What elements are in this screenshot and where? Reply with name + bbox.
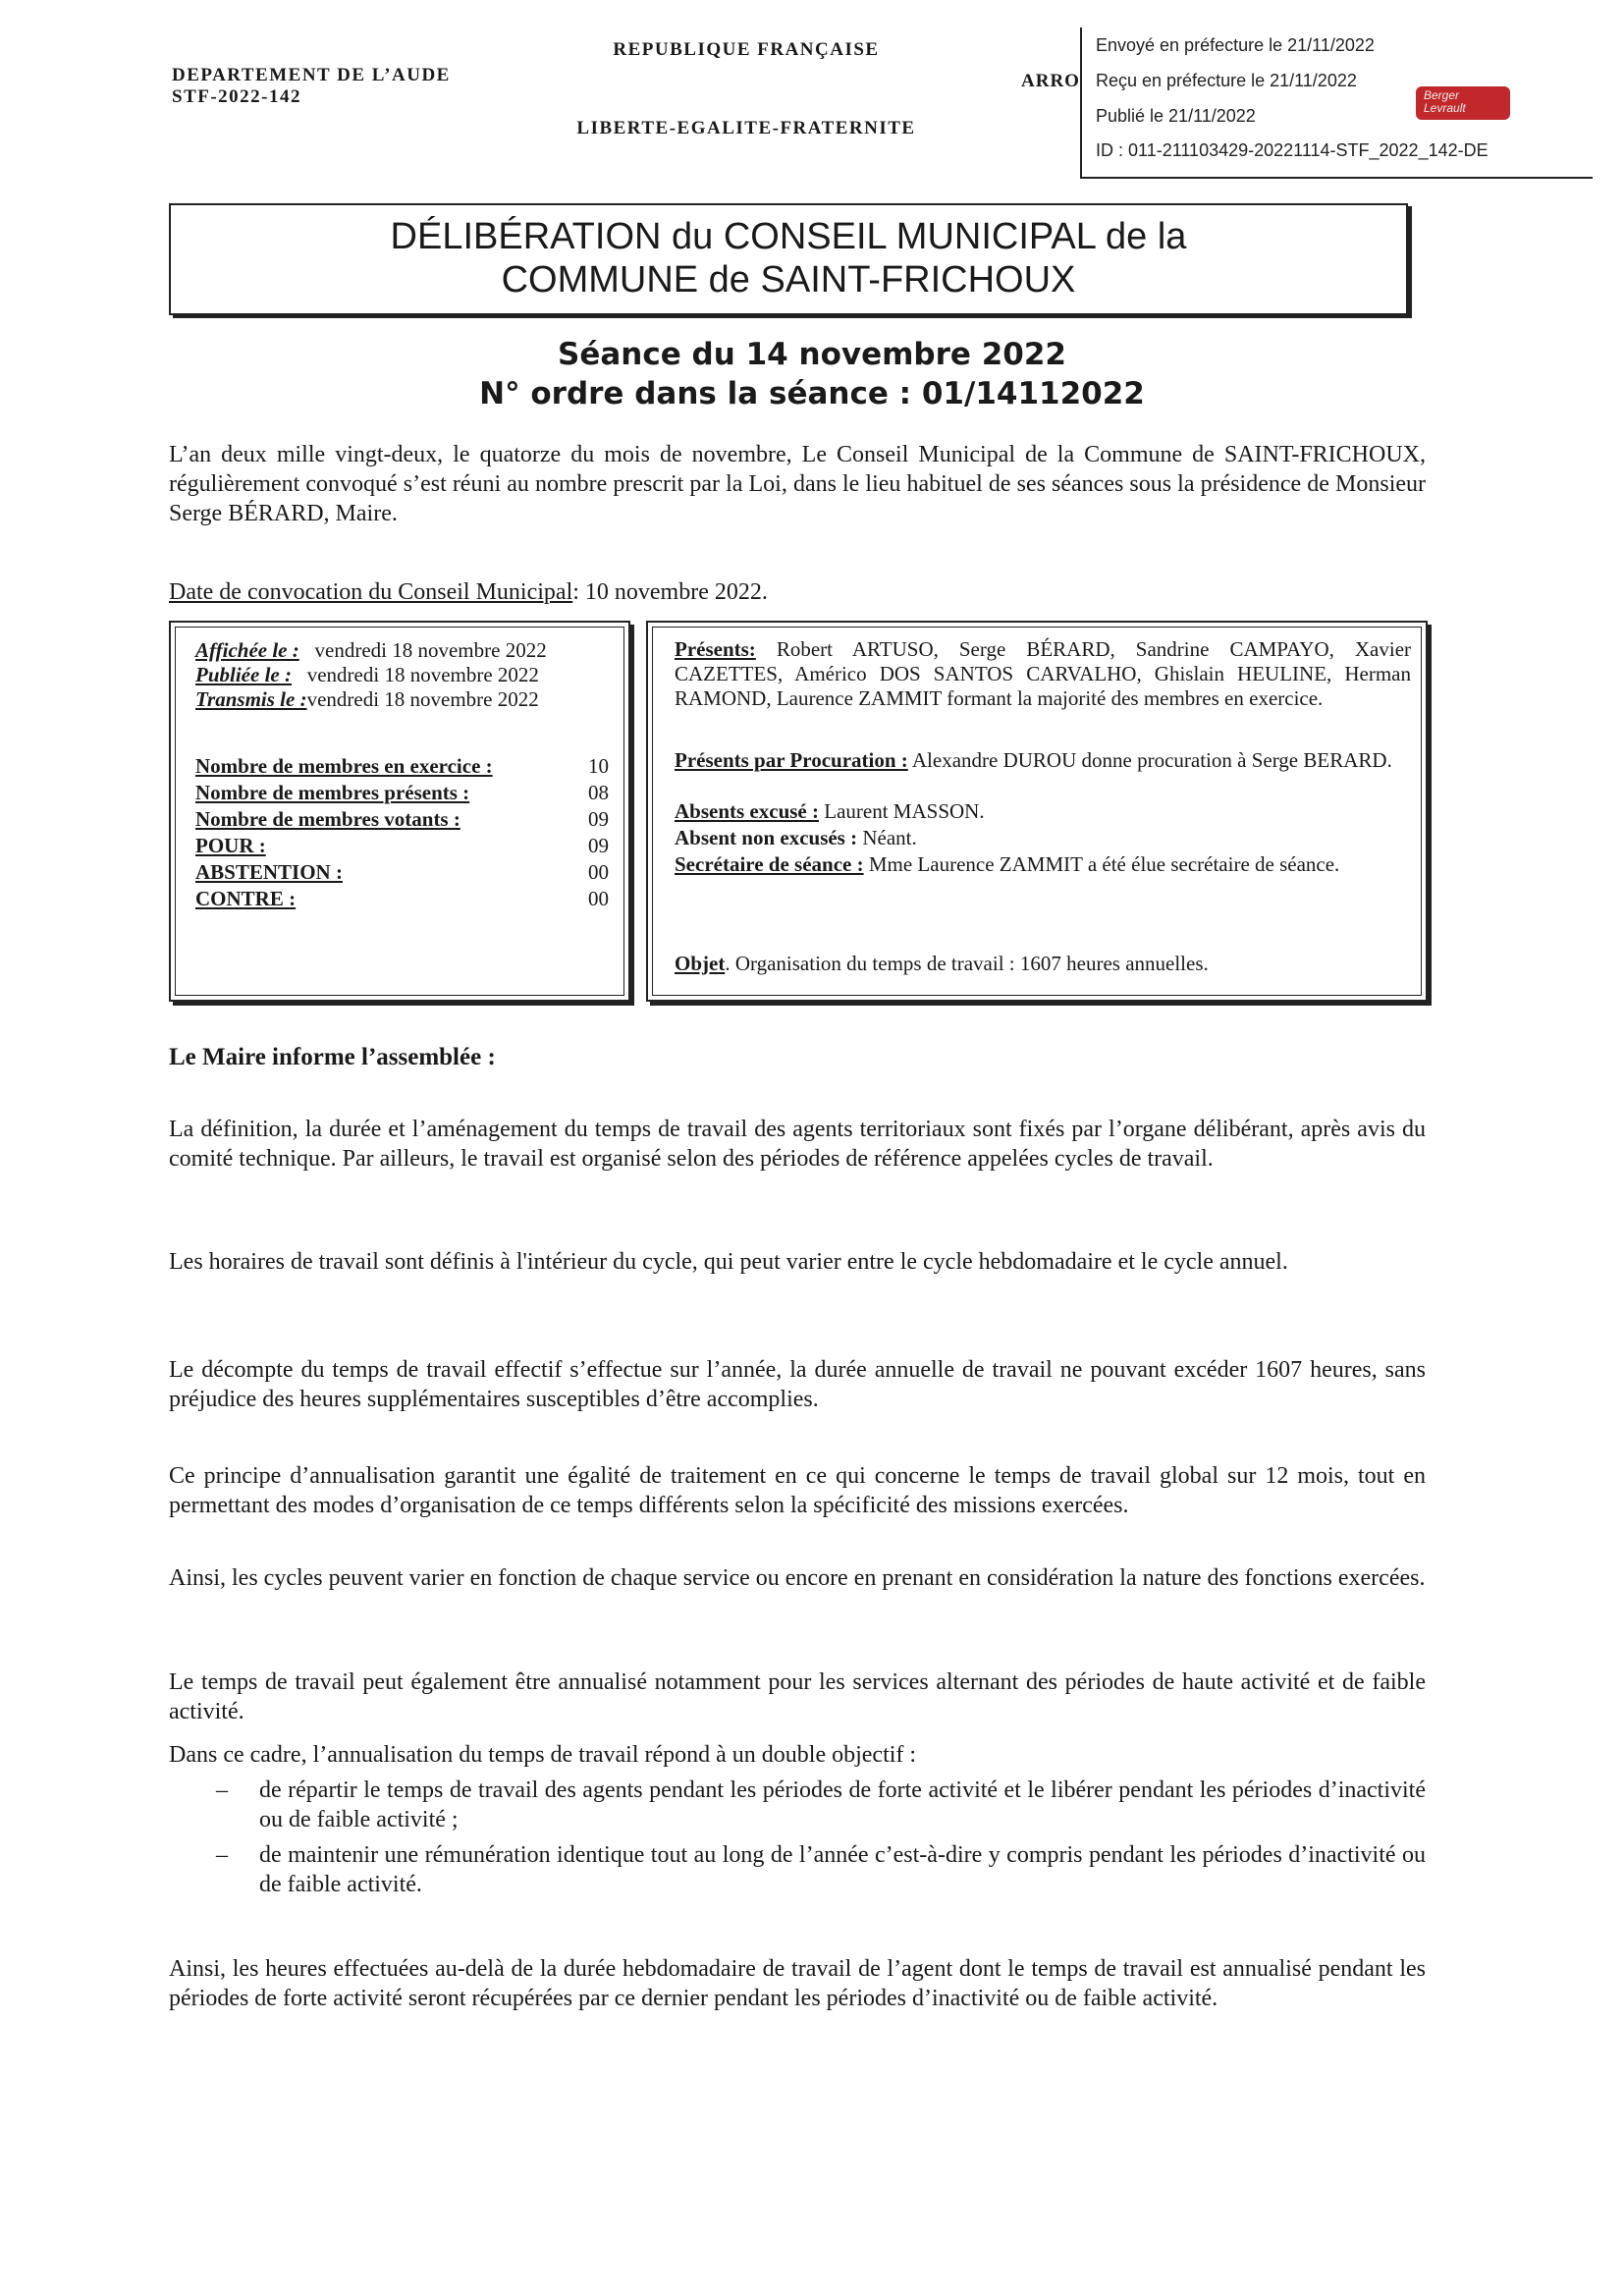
title-box <box>169 203 1408 315</box>
convocation-line <box>169 577 1426 607</box>
stamp-received: Reçu en préfecture le 21/11/2022 <box>1096 71 1357 90</box>
presents-text <box>675 637 1411 711</box>
body-paragraph: Le décompte du temps de travail effectif s’effectue sur l’année, la durée annuelle de travail ne pouvant excéder 1607 heures, sans préjudice des heures supplémentaires susceptibles d’être accomplies. <box>169 1357 1426 1412</box>
count-value: 08 <box>588 781 609 804</box>
count-value: 10 <box>588 754 609 778</box>
list-item <box>169 1776 1426 1842</box>
publication-row <box>195 639 547 662</box>
presents-label: Présents: <box>675 637 756 661</box>
republic-label: REPUBLIQUE FRANÇAISE <box>613 39 880 60</box>
absent-non-excuse-text <box>675 826 1411 850</box>
stamp-sent: Envoyé en préfecture le 21/11/2022 <box>1096 35 1375 55</box>
attendance-box <box>646 621 1428 1002</box>
stamp-id: ID : 011-211103429-20221114-STF_2022_142-DE <box>1096 140 1489 160</box>
count-label: Nombre de membres présents : <box>195 781 470 804</box>
count-row <box>195 782 627 804</box>
count-row <box>195 835 627 857</box>
bullet-dash: – <box>216 1842 228 1868</box>
count-label: CONTRE : <box>195 887 297 910</box>
procuration-label: Présents par Procuration : <box>675 748 908 772</box>
count-label: POUR : <box>195 834 266 857</box>
attendance-box-inner <box>652 627 1422 996</box>
objet-label: Objet <box>675 952 726 975</box>
procuration-text <box>675 748 1411 773</box>
publication-box-inner <box>175 627 624 996</box>
bullet-dash: – <box>216 1777 228 1803</box>
seance-order: N° ordre dans la séance : 01/14112022 <box>479 376 1145 411</box>
count-row <box>195 755 627 778</box>
absent-non-excuse-value: Néant. <box>862 826 917 849</box>
procuration-value: Alexandre DUROU donne procuration à Serge BERARD. <box>911 748 1392 772</box>
body-paragraph: Les horaires de travail sont définis à l'intérieur du cycle, qui peut varier entre le cycle hebdomadaire et le cycle annuel. <box>169 1249 1288 1275</box>
publication-value: vendredi 18 novembre 2022 <box>306 687 539 711</box>
absent-excuse-label: Absents excusé : <box>675 799 819 823</box>
count-row <box>195 888 627 910</box>
absent-excuse-text <box>675 799 1411 824</box>
presents-value: Robert ARTUSO, Serge BÉRARD, Sandrine CAMPAYO, Xavier CAZETTES, Américo DOS SANTOS CARVALHO, Ghislain HEULINE, Herman RAMOND, Laurence ZAMMIT formant la majorité des membres en exercice. <box>675 637 1412 710</box>
count-value: 00 <box>588 887 609 910</box>
absent-excuse-value: Laurent MASSON. <box>824 799 985 823</box>
convocation-label: Date de convocation du Conseil Municipal <box>169 579 573 605</box>
berger-levrault-logo: Berger Levrault <box>1416 86 1510 120</box>
body-paragraph: Ainsi, les heures effectuées au-delà de la durée hebdomadaire de travail de l’agent dont le temps de travail est annualisé pendant les périodes de forte activité seront récupérées par ce dernier pendant les périodes d’inactivité ou de faible activité. <box>169 1956 1426 2011</box>
list-item <box>169 1840 1426 1907</box>
list-item-text: de maintenir une rémunération identique tout au long de l’année c’est-à-dire y compris pendant les périodes d’inactivité ou de faible activité. <box>259 1842 1426 1897</box>
body-paragraph: Le temps de travail peut également être annualisé notamment pour les services alternant des périodes de haute activité et de faible activité. <box>169 1669 1426 1724</box>
objet-value: . Organisation du temps de travail : 1607 heures annuelles. <box>725 952 1209 975</box>
body-paragraph: La définition, la durée et l’aménagement du temps de travail des agents territoriaux sont fixés par l’organe délibérant, après avis du comité technique. Par ailleurs, le travail est organisé selon des périodes de référence appelées cycles de travail. <box>169 1117 1426 1172</box>
publication-label: Publiée le : <box>195 663 292 686</box>
department-header <box>172 65 451 108</box>
title-line-2: COMMUNE de SAINT-FRICHOUX <box>501 259 1076 301</box>
secretaire-label: Secrétaire de séance : <box>675 852 864 876</box>
body-paragraph: Ainsi, les cycles peuvent varier en fonction de chaque service ou encore en prenant en considération la nature des fonctions exercées. <box>169 1565 1426 1591</box>
intro-paragraph: L’an deux mille vingt-deux, le quatorze du mois de novembre, Le Conseil Municipal de la Commune de SAINT-FRICHOUX, régulièrement convoqué s’est réuni au nombre prescrit par la Loi, dans le lieu habituel de ses séances sous la présidence de Monsieur Serge BÉRARD, Maire. <box>169 442 1426 526</box>
secretaire-value: Mme Laurence ZAMMIT a été élue secrétaire de séance. <box>868 852 1340 876</box>
stamp-published: Publié le 21/11/2022 <box>1096 106 1256 126</box>
body-paragraph: Ce principe d’annualisation garantit une égalité de traitement en ce qui concerne le temps de travail global sur 12 mois, tout en permettant des modes d’organisation de ce temps différents selon la spécificité des missions exercées. <box>169 1463 1426 1518</box>
publication-label: Transmis le : <box>195 687 307 711</box>
secretaire-text <box>675 852 1411 877</box>
count-label: Nombre de membres votants : <box>195 807 460 831</box>
count-label: Nombre de membres en exercice : <box>195 754 493 778</box>
count-value: 09 <box>588 807 609 831</box>
publication-value: vendredi 18 novembre 2022 <box>314 638 547 662</box>
publication-box <box>169 621 630 1002</box>
arro-label: ARRO <box>1021 71 1080 91</box>
publication-label: Affichée le : <box>195 638 299 662</box>
motto-label: LIBERTE-EGALITE-FRATERNITE <box>576 118 916 138</box>
publication-row <box>195 688 539 711</box>
convocation-value: : 10 novembre 2022. <box>572 579 768 605</box>
body-paragraph: Dans ce cadre, l’annualisation du temps de travail répond à un double objectif : <box>169 1742 917 1768</box>
title-line-1: DÉLIBÉRATION du CONSEIL MUNICIPAL de la <box>390 216 1187 257</box>
objective-list <box>169 1776 1426 1913</box>
section-heading: Le Maire informe l’assemblée : <box>169 1044 496 1070</box>
publication-row <box>195 664 539 686</box>
department-name: DEPARTEMENT DE L’AUDE <box>172 65 451 85</box>
count-value: 09 <box>588 834 609 857</box>
count-row <box>195 808 627 831</box>
count-label: ABSTENTION : <box>195 860 343 884</box>
count-row <box>195 861 627 884</box>
document-reference: STF-2022-142 <box>172 86 301 107</box>
prefecture-stamp <box>1080 27 1593 179</box>
count-value: 00 <box>588 860 609 884</box>
absent-non-excuse-label: Absent non excusés : <box>675 826 858 849</box>
seance-date: Séance du 14 novembre 2022 <box>558 337 1066 372</box>
objet-text <box>675 952 1411 976</box>
list-item-text: de répartir le temps de travail des agents pendant les périodes de forte activité et le libérer pendant les périodes d’inactivité ou de faible activité ; <box>259 1777 1426 1832</box>
publication-value: vendredi 18 novembre 2022 <box>306 663 539 686</box>
